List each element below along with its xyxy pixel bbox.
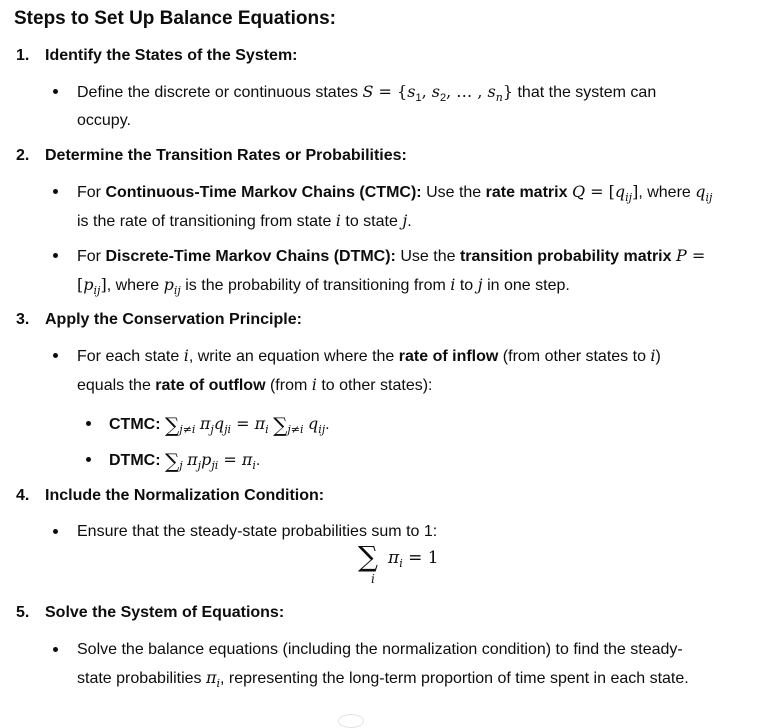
text: For: [77, 248, 101, 265]
list-item: Define the discrete or continuous states $S = \{s_1$, $s_2$, … , $s_n$} that the system can occupy.: [52, 78, 752, 135]
text: Use the: [426, 184, 482, 201]
text: Use the: [400, 248, 456, 265]
step-2: [16, 142, 407, 170]
step-1: [16, 42, 298, 70]
step-title: Identify the States of the System:: [45, 47, 298, 64]
step-number: 5.: [16, 604, 30, 621]
text-bold: CTMC:: [109, 416, 161, 433]
step-title: Solve the System of Equations:: [45, 604, 285, 621]
step-number: 4.: [16, 487, 30, 504]
step-number: 2.: [16, 147, 30, 164]
math-inline: S: [362, 82, 374, 101]
text: = 1: [408, 548, 439, 568]
text-bold: transition probability matrix: [459, 248, 672, 265]
list-item: For Discrete-Time Markov Chains (DTMC): Use the transition probability matrix P = $[p_{ij}]$, where $p_{ij}$ is the probability of transitioning from i to j in one step.: [52, 242, 752, 300]
list-item: CTMC: $\sum_{j\ne i}$ $\pi_jq_{ji} = \pi_i$ $\sum_{j\ne i}$ $q_{ij}$.: [84, 410, 724, 439]
page-title: Steps to Set Up Balance Equations:: [14, 8, 336, 29]
text-bold: rate matrix: [485, 184, 568, 201]
step-4: [16, 482, 324, 510]
text: is the probability of transitioning from: [185, 277, 446, 294]
text: to other states):: [321, 377, 433, 394]
text: Solve the balance equations (including the normalization condition) to find the steady-: [77, 641, 683, 658]
list-item: DTMC: $\sum_j$ $\pi_jp_{ji} = \pi_i$.: [84, 446, 724, 475]
step-number: 3.: [16, 311, 30, 328]
text: For: [77, 184, 101, 201]
normalization-equation: ∑ i $\pi_i = 1$: [358, 540, 439, 586]
step-title: Determine the Transition Rates or Probabilities:: [45, 147, 407, 164]
text: that the system can: [517, 84, 657, 101]
text: to state: [345, 213, 398, 230]
text: Define the discrete or continuous states: [77, 84, 359, 101]
list-item: For Continuous-Time Markov Chains (CTMC): Use the rate matrix $Q = [q_{ij}]$, where $q_{ij}$ is the rate of transitioning from state i to state j.: [52, 178, 752, 236]
text: in one step.: [487, 277, 570, 294]
text: , representing the long-term proportion of time spent in each state.: [220, 670, 689, 687]
text: to: [459, 277, 474, 294]
list-item: For each state i, write an equation where the rate of inflow (from other states to i) equals the rate of outflow (from i to other states):: [52, 342, 752, 400]
step-5: [16, 599, 284, 627]
scroll-down-button[interactable]: [338, 714, 364, 728]
text: state probabilities: [77, 670, 202, 687]
text: (from other states to: [502, 348, 646, 365]
text: Ensure that the steady-state probabilities sum to 1:: [77, 523, 438, 540]
text-bold: rate of outflow: [155, 377, 266, 394]
step-number: 1.: [16, 47, 30, 64]
text-bold: rate of inflow: [398, 348, 499, 365]
list-item: Solve the balance equations (including the normalization condition) to find the steady- state probabilities $\pi_i$, representing the long-term proportion of time spent in each state.: [52, 636, 752, 693]
text-bold: Discrete-Time Markov Chains (DTMC):: [105, 248, 396, 265]
text-bold: DTMC:: [109, 452, 161, 469]
step-title: Apply the Conservation Principle:: [45, 311, 302, 328]
text: (from: [269, 377, 308, 394]
text: For each state: [77, 348, 180, 365]
step-title: Include the Normalization Condition:: [45, 487, 325, 504]
text: is the rate of transitioning from state: [77, 213, 332, 230]
text-bold: Continuous-Time Markov Chains (CTMC):: [105, 184, 422, 201]
step-3: [16, 306, 302, 334]
text: , where: [106, 277, 160, 294]
text: , where: [638, 184, 691, 201]
text: occupy.: [77, 112, 131, 129]
text: , write an equation where the: [188, 348, 395, 365]
text: equals the: [77, 377, 151, 394]
